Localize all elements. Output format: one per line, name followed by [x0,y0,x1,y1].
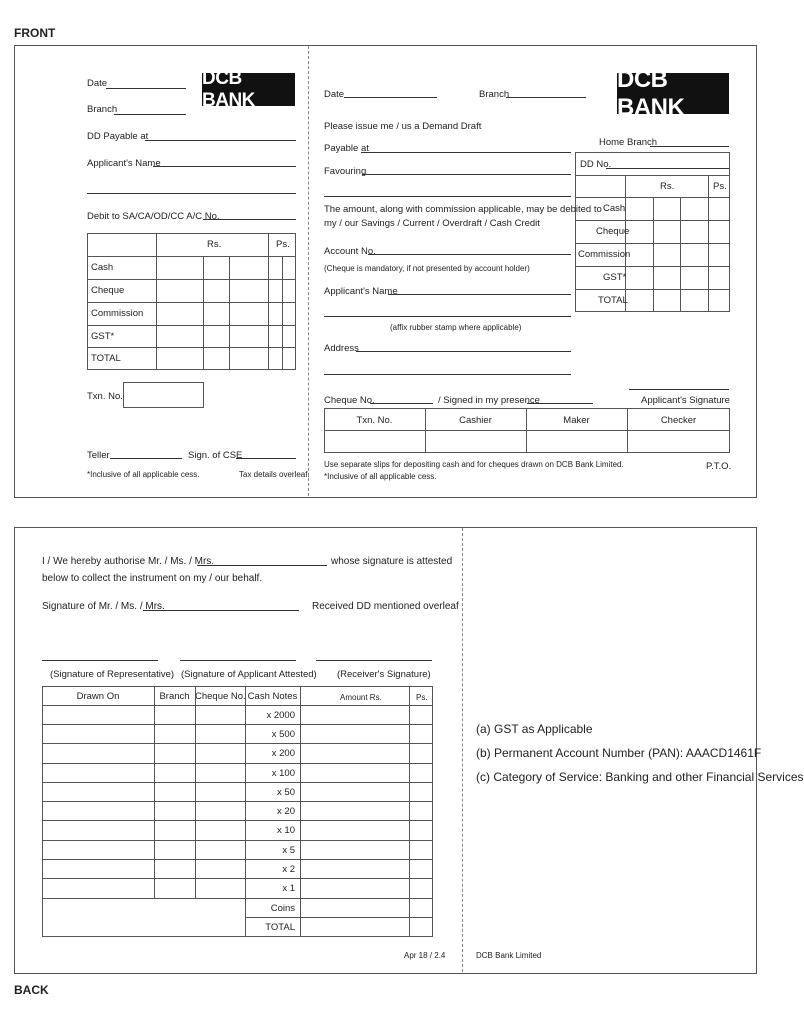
payable-at-field[interactable] [361,152,571,153]
use-separate-note: Use separate slips for depositing cash and for cheques drawn on DCB Bank Limited. [324,460,624,469]
pan-text: (b) Permanent Account Number (PAN): AAACD1461F [476,746,762,760]
authorise-text-2: whose signature is attested [331,556,453,567]
pto-label: P.T.O. [706,461,732,472]
note-100: x 100 [271,768,295,779]
staff-checker: Checker [660,415,697,426]
left-row-commission: Commission [91,308,144,319]
rep-signature-field[interactable] [42,660,158,661]
dd-no-label: DD No. [580,159,612,170]
left-applicant-name-label: Applicant's Name [87,158,161,169]
right-inclusive-note: *Inclusive of all applicable cess. [324,472,437,481]
left-branch-field[interactable] [114,114,186,115]
sign-cse-label: Sign. of CSE [188,450,243,461]
category-text: (c) Category of Service: Banking and other Financial Services [476,770,804,784]
note-2000: x 2000 [266,710,295,721]
tax-details-note: Tax details overleaf. [239,470,310,479]
right-date-field[interactable] [344,97,437,98]
sign-cse-field[interactable] [236,458,296,459]
note-200: x 200 [271,748,295,759]
left-row-cheque: Cheque [91,285,125,296]
left-applicant-name-field-2[interactable] [87,193,296,194]
header-cash-notes: Cash Notes [247,691,298,702]
amount-debit-text-2: my / our Savings / Current / Overdraft / Cash Credit [324,218,540,229]
dd-payable-at-label: DD Payable at [87,131,149,142]
favouring-label: Favouring [324,166,367,177]
gst-text: (a) GST as Applicable [476,722,593,736]
affix-stamp-note: (affix rubber stamp where applicable) [390,323,522,332]
favouring-field-2[interactable] [324,196,571,197]
cheque-no-field[interactable] [370,403,433,404]
home-branch-label: Home Branch [599,137,658,148]
left-date-field[interactable] [106,88,186,89]
account-no-label: Account No. [324,246,376,257]
right-date-label: Date [324,89,345,100]
header-drawn-on: Drawn On [76,691,120,702]
please-issue-text: Please issue me / us a Demand Draft [324,121,482,132]
back-label: BACK [14,983,49,997]
form-code: Apr 18 / 2.4 [404,951,446,960]
left-txn-box[interactable] [123,382,204,408]
right-applicant-name-label: Applicant's Name [324,286,398,297]
bank-limited-text: DCB Bank Limited [476,951,542,960]
signed-presence-field[interactable] [527,403,593,404]
signature-of-field[interactable] [143,610,299,611]
note-total: TOTAL [265,922,295,933]
right-ps-header: Ps. [713,181,727,192]
teller-label: Teller [87,450,110,461]
note-10: x 10 [277,825,295,836]
sig-receiver-label: (Receiver's Signature) [337,669,431,680]
applicant-attested-field[interactable] [180,660,296,661]
dcb-bank-logo-main: DCB BANK [617,73,729,114]
header-ps: Ps. [416,693,428,702]
note-coins: Coins [270,903,295,914]
right-branch-label: Branch [479,89,510,100]
debit-account-field[interactable] [203,219,296,220]
front-label: FRONT [14,26,56,40]
sig-applicant-label: (Signature of Applicant Attested) [181,669,317,680]
cheque-no-label: Cheque No. [324,395,375,406]
note-500: x 500 [271,729,295,740]
header-cheque-no: Cheque No. [195,691,246,702]
left-row-total: TOTAL [91,353,121,364]
payable-at-label: Payable at [324,143,369,154]
receiver-signature-field[interactable] [316,660,432,661]
right-row-cash: Cash [603,203,626,214]
staff-cashier: Cashier [459,415,492,426]
note-20: x 20 [277,806,295,817]
home-branch-field[interactable] [650,146,729,147]
left-rs-header: Rs. [207,239,222,250]
note-1: x 1 [282,883,295,894]
right-rs-header: Rs. [660,181,675,192]
left-row-gst: GST* [91,331,115,342]
teller-field[interactable] [110,458,182,459]
staff-maker: Maker [563,415,590,426]
left-ps-header: Ps. [276,239,290,250]
dcb-bank-logo: DCB BANK [202,73,295,106]
back-perforation-line [462,528,463,972]
right-applicant-name-field[interactable] [388,294,571,295]
authorise-name-field[interactable] [197,565,327,566]
debit-label: Debit to SA/CA/OD/CC A/C No. [87,211,220,222]
note-5: x 5 [282,845,295,856]
right-row-commission: Commission [578,249,631,260]
signature-of-label: Signature of Mr. / Ms. / Mrs. [42,601,165,612]
note-2: x 2 [282,864,295,875]
right-row-cheque: Cheque [596,226,630,237]
header-branch: Branch [159,691,190,702]
account-no-field[interactable] [368,254,571,255]
right-branch-field[interactable] [506,97,586,98]
authorise-text-3: below to collect the instrument on my / our behalf. [42,573,263,584]
right-row-total: TOTAL [598,295,628,306]
left-row-cash: Cash [91,262,114,273]
right-row-gst: GST* [603,272,627,283]
received-dd-label: Received DD mentioned overleaf [312,601,459,612]
left-inclusive-note: *Inclusive of all applicable cess. [87,470,200,479]
dd-payable-at-field[interactable] [145,140,296,141]
signed-presence-label: / Signed in my presence [438,395,540,406]
address-field-2[interactable] [324,374,571,375]
header-amount-rs: Amount Rs. [340,693,382,702]
amount-debit-text-1: The amount, along with commission applicable, may be debited to [324,204,602,215]
applicant-signature-field[interactable] [629,389,729,390]
cheque-mandatory-note: (Cheque is mandatory, if not presented by account holder) [324,264,530,273]
left-txn-label: Txn. No. [87,391,123,402]
address-field[interactable] [356,351,571,352]
note-50: x 50 [277,787,295,798]
perforation-line [308,46,309,496]
address-label: Address [324,343,359,354]
favouring-field[interactable] [362,174,571,175]
sig-representative-label: (Signature of Representative) [50,669,175,680]
staff-txn-no: Txn. No. [356,415,393,426]
authorise-text-1: I / We hereby authorise Mr. / Ms. / Mrs. [42,556,215,567]
left-date-label: Date [87,78,108,89]
left-applicant-name-field[interactable] [153,166,296,167]
left-branch-label: Branch [87,104,118,115]
right-applicant-name-field-2[interactable] [324,316,571,317]
applicant-signature-label: Applicant's Signature [641,395,730,406]
